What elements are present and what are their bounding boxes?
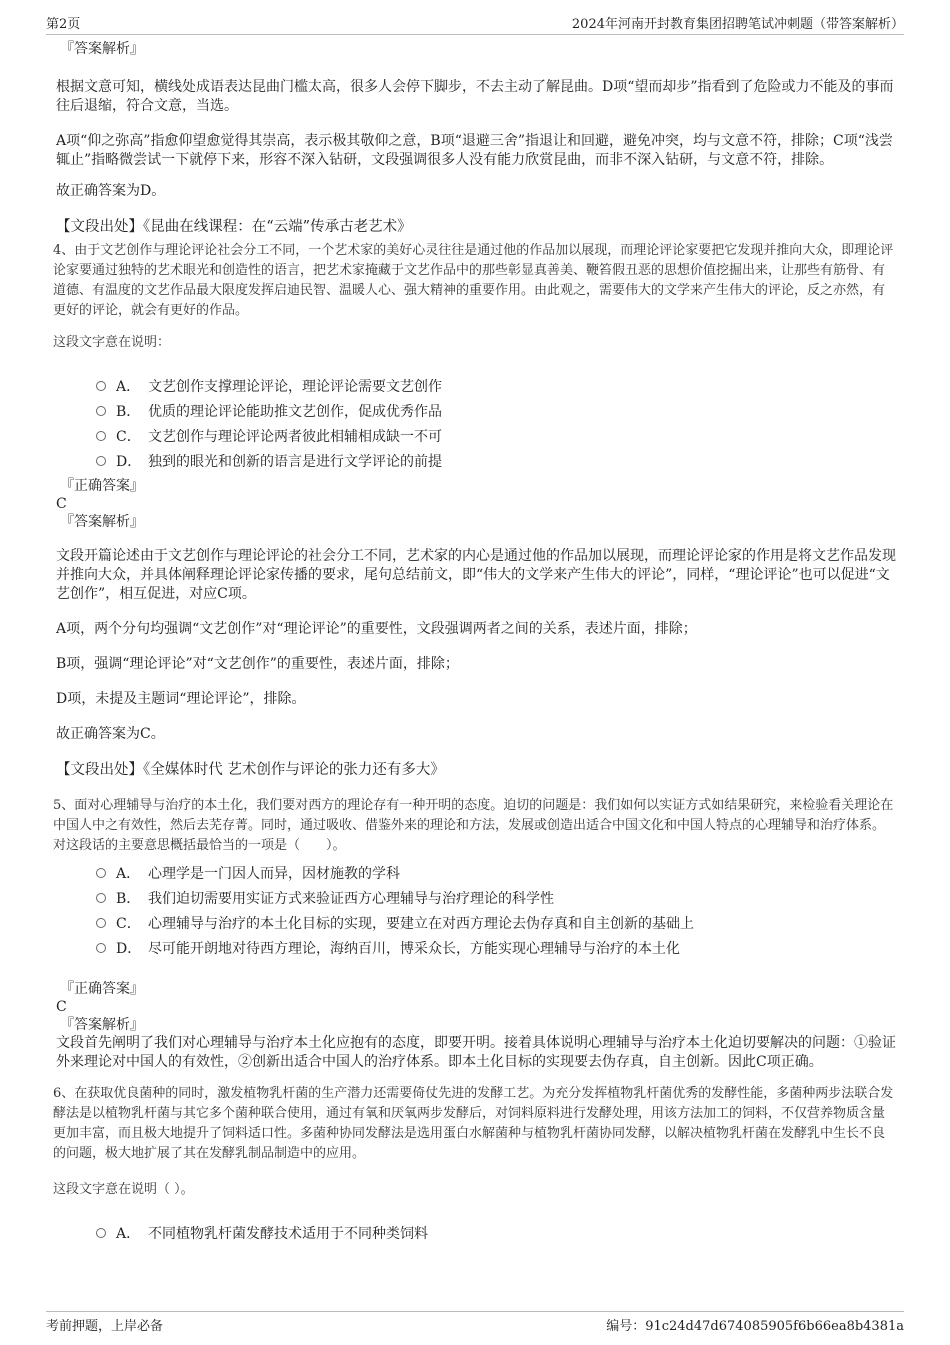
option-text: 心理辅导与治疗的本土化目标的实现，要建立在对西方理论去伪存真和自主创新的基础上 bbox=[148, 915, 694, 932]
q5-stem: 5、面对心理辅导与治疗的本土化，我们要对西方的理论存有一种开明的态度。迫切的问题是：我们如何以实证方式如结果研究，来检验看关理论在中国人中之有效性，然后去芜存菁。同时，通过吸收、借鉴外来的理论和方法，发展或创造出适合中国文化和中国人特点的心理辅导和治疗体系。 bbox=[53, 798, 894, 833]
option-letter: B． bbox=[116, 890, 141, 907]
q4-source: 【文段出处】《全媒体时代 艺术创作与评论的张力还有多大》 bbox=[56, 762, 445, 778]
q4-option-c[interactable] bbox=[96, 423, 896, 448]
radio-icon[interactable] bbox=[96, 1228, 106, 1238]
q3-analysis-para-1: 根据文意可知，横线处成语表达昆曲门槛太高，很多人会停下脚步，不去主动了解昆曲。D项“望而却步”指看到了危险或力不能及的事而往后退缩，符合文意，当选。 bbox=[56, 79, 894, 114]
q5-analysis-label: 『答案解析』 bbox=[60, 1017, 144, 1033]
q4-option-b[interactable] bbox=[96, 398, 896, 423]
radio-icon[interactable] bbox=[96, 918, 106, 928]
q5-answer-label: 『正确答案』 bbox=[60, 981, 144, 997]
q5-answer: C bbox=[56, 999, 67, 1015]
option-letter: D． bbox=[116, 453, 142, 470]
option-text: 尽可能开朗地对待西方理论，海纳百川，博采众长，方能实现心理辅导与治疗的本土化 bbox=[148, 940, 680, 957]
q3-analysis-conclusion: 故正确答案为D。 bbox=[56, 183, 166, 199]
radio-icon[interactable] bbox=[96, 456, 106, 466]
option-letter: D． bbox=[116, 940, 142, 957]
option-letter: C． bbox=[116, 428, 141, 445]
q5-options bbox=[96, 860, 896, 960]
q6-stem: 6、在获取优良菌种的同时，激发植物乳杆菌的生产潜力还需要倚仗先进的发酵工艺。为充分发挥植物乳杆菌优秀的发酵性能，多菌种两步法联合发酵法是以植物乳杆菌与其它多个菌种联合使用，通过有氧和厌氧两步发酵后，对饲料原料进行发酵处理，用该方法加工的饲料，不仅营养物质含量更加丰富，而且极大地提升了饲料适口性。多菌种协同发酵法是选用蛋白水解菌种与植物乳杆菌协同发酵，以解决植物乳杆菌在发酵乳中生长不良的问题，极大地扩展了其在发酵乳制品制造中的应用。 bbox=[53, 1086, 894, 1161]
q5-prompt: 对这段话的主要意思概括最恰当的一项是（ ）。 bbox=[53, 838, 346, 853]
q4-answer-label: 『正确答案』 bbox=[60, 478, 144, 494]
page-footer bbox=[46, 1311, 904, 1339]
option-text: 心理学是一门因人而异，因材施教的学科 bbox=[148, 865, 400, 882]
document-code: 编号：91c24d47d674085905f6b66ea8b4381a bbox=[606, 1319, 904, 1334]
option-letter: B． bbox=[116, 403, 141, 420]
q5-analysis: 文段首先阐明了我们对心理辅导与治疗本土化应抱有的态度，即要开明。接着具体说明心理辅导与治疗本土化迫切要解决的问题：①验证外来理论对中国人的有效性，②创新出适合中国人的治疗体系。即本土化目标的实现要去伪存真，自主创新。因此C项正确。 bbox=[56, 1035, 896, 1070]
option-letter: A． bbox=[116, 378, 141, 395]
q4-analysis-label: 『答案解析』 bbox=[60, 514, 144, 530]
q4-option-d[interactable] bbox=[96, 448, 896, 473]
radio-icon[interactable] bbox=[96, 381, 106, 391]
radio-icon[interactable] bbox=[96, 893, 106, 903]
q6-option-a[interactable] bbox=[96, 1220, 896, 1245]
option-text: 我们迫切需要用实证方式来验证西方心理辅导与治疗理论的科学性 bbox=[148, 890, 554, 907]
radio-icon[interactable] bbox=[96, 406, 106, 416]
option-text: 优质的理论评论能助推文艺创作，促成优秀作品 bbox=[148, 403, 442, 420]
q4-analysis-para-3: B项，强调“理论评论”对“文艺创作”的重要性，表述片面，排除； bbox=[56, 656, 459, 672]
q4-analysis-conclusion: 故正确答案为C。 bbox=[56, 726, 165, 742]
radio-icon[interactable] bbox=[96, 943, 106, 953]
option-letter: C． bbox=[116, 915, 141, 932]
page-number: 第2页 bbox=[46, 17, 81, 32]
option-text: 文艺创作与理论评论两者彼此相辅相成缺一不可 bbox=[148, 428, 442, 445]
q3-analysis-label: 『答案解析』 bbox=[60, 41, 144, 57]
q4-analysis-para-4: D项，未提及主题词“理论评论”，排除。 bbox=[56, 691, 306, 707]
document-title: 2024年河南开封教育集团招聘笔试冲刺题（带答案解析） bbox=[571, 17, 904, 32]
q3-analysis-para-2: A项“仰之弥高”指愈仰望愈觉得其崇高，表示极其敬仰之意，B项“退避三舍”指退让和回避，避免冲突，均与文意不符，排除；C项“浅尝辄止”指略微尝试一下就停下来，形容不深入钻研，文段强调很多人没有能力欣赏昆曲，而非不深入钻研，与文意不符，排除。 bbox=[56, 133, 893, 168]
q3-source: 【文段出处】《昆曲在线课程：在“云端”传承古老艺术》 bbox=[56, 219, 412, 235]
page-header bbox=[46, 10, 904, 35]
page-content bbox=[53, 40, 896, 1245]
option-text: 不同植物乳杆菌发酵技术适用于不同种类饲料 bbox=[148, 1225, 428, 1242]
q4-answer: C bbox=[56, 496, 67, 512]
q4-analysis-para-2: A项，两个分句均强调“文艺创作”对“理论评论”的重要性，文段强调两者之间的关系，表述片面，排除； bbox=[56, 621, 697, 637]
q6-prompt: 这段文字意在说明（ ）。 bbox=[53, 1182, 194, 1197]
option-text: 独到的眼光和创新的语言是进行文学评论的前提 bbox=[148, 453, 442, 470]
q5-option-a[interactable] bbox=[96, 860, 896, 885]
option-letter: A． bbox=[116, 1225, 141, 1242]
footer-slogan: 考前押题，上岸必备 bbox=[46, 1319, 164, 1334]
q4-stem: 4、由于文艺创作与理论评论社会分工不同，一个艺术家的美好心灵往往是通过他的作品加以展现，而理论评论家要把它发现并推向大众，即理论评论家要通过独特的艺术眼光和创造性的语言，把艺术家掩藏于文艺作品中的那些彰显真善美、鞭笞假丑恶的思想价值挖掘出来，让那些有筋骨、有道德、有温度的文艺作品最大限度发挥启迪民智、温暖人心、强大精神的重要作用。由此观之，需要伟大的文学来产生伟大的评论，反之亦然，有更好的评论，就会有更好的作品。 bbox=[53, 243, 894, 318]
q4-prompt: 这段文字意在说明： bbox=[53, 335, 171, 350]
q4-option-a[interactable] bbox=[96, 373, 896, 398]
option-text: 文艺创作支撑理论评论，理论评论需要文艺创作 bbox=[148, 378, 442, 395]
q4-analysis-para-1: 文段开篇论述由于文艺创作与理论评论的社会分工不同，艺术家的内心是通过他的作品加以展现，而理论评论家的作用是将文艺作品发现并推向大众，并具体阐释理论评论家传播的要求，尾句总结前文，即“伟大的文学来产生伟大的评论”，同样，“理论评论”也可以促进“文艺创作”，相互促进，对应C项。 bbox=[56, 548, 896, 602]
q5-option-c[interactable] bbox=[96, 910, 896, 935]
q5-option-b[interactable] bbox=[96, 885, 896, 910]
q4-options bbox=[96, 373, 896, 473]
option-letter: A． bbox=[116, 865, 141, 882]
radio-icon[interactable] bbox=[96, 868, 106, 878]
q5-option-d[interactable] bbox=[96, 935, 896, 960]
radio-icon[interactable] bbox=[96, 431, 106, 441]
q6-options bbox=[96, 1220, 896, 1245]
